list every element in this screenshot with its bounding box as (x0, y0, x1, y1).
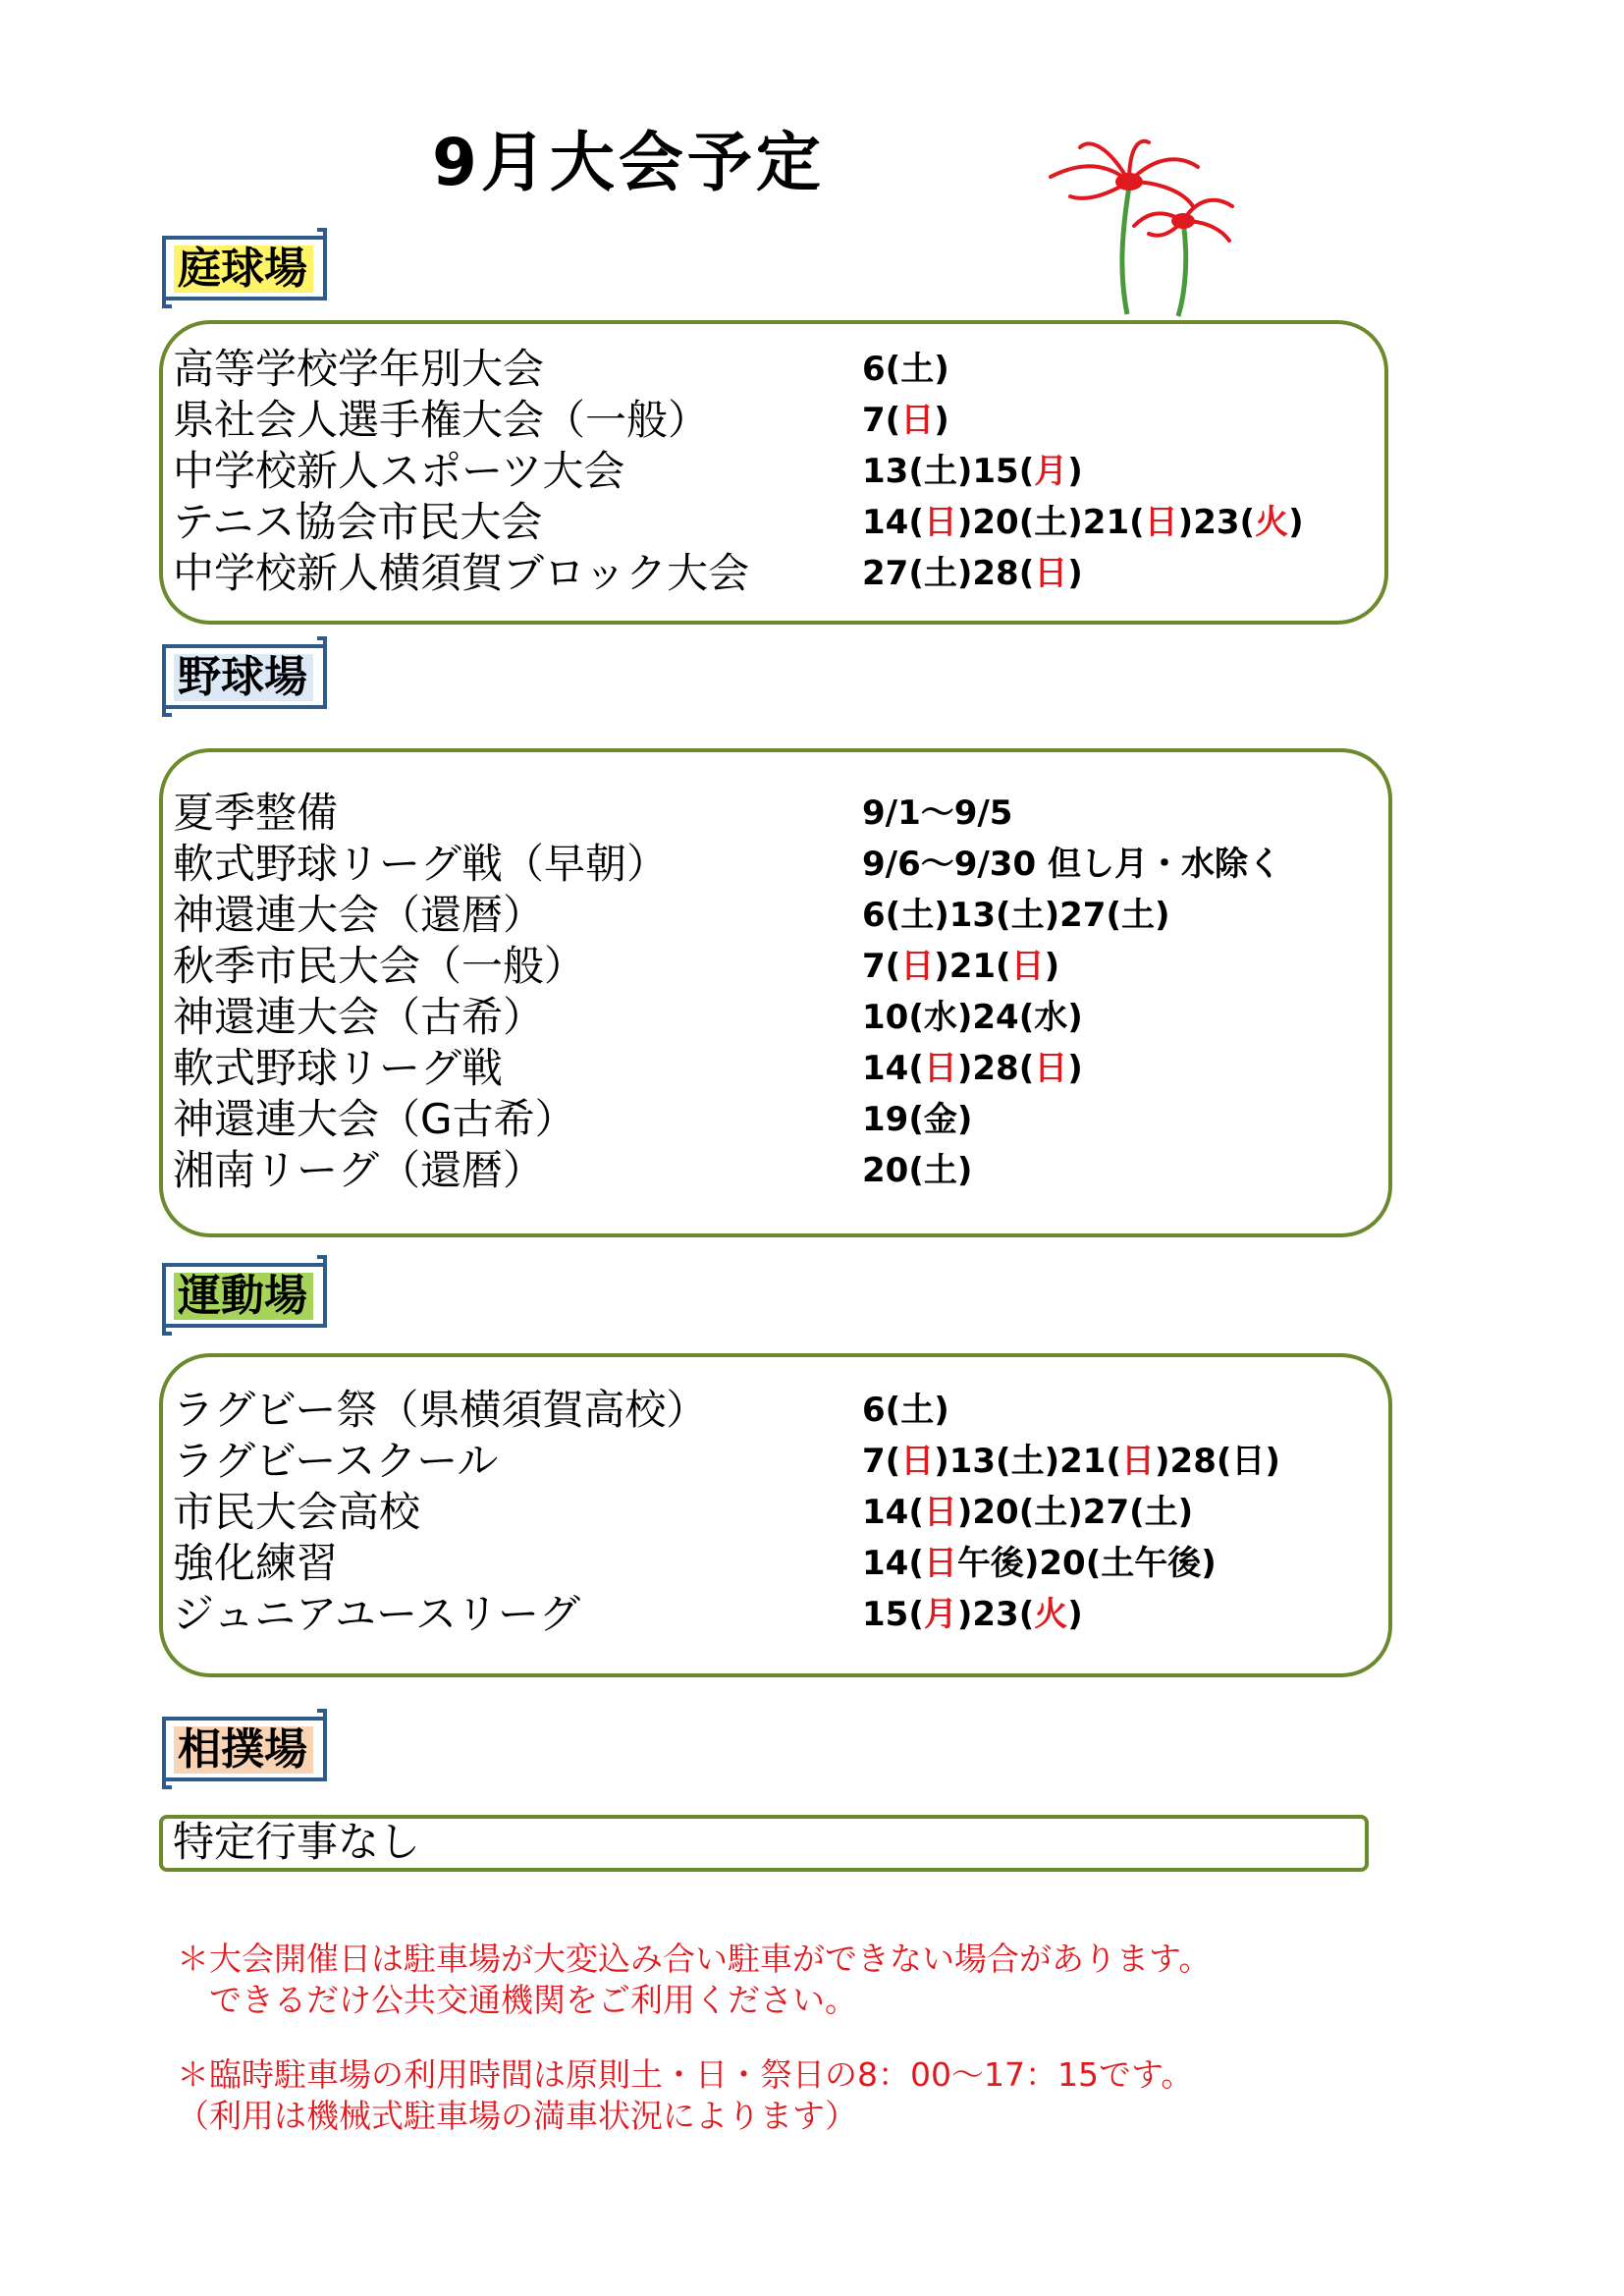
section-tag-sumo (160, 1709, 329, 1789)
section-label: 運動場 (174, 1273, 313, 1320)
date-segment: 日 (1034, 1049, 1068, 1088)
date-segment: 15( (862, 1595, 924, 1634)
date-segment: 日 (923, 1049, 957, 1088)
date-segment: ) (934, 401, 949, 440)
section-tag-athletic-field (160, 1255, 329, 1336)
event-dates (862, 395, 949, 446)
date-segment: ) (1067, 1049, 1083, 1088)
date-segment: 13(土)15( (862, 452, 1035, 491)
event-dates (862, 992, 1083, 1043)
date-segment: 6(土)13(土)27(土) (862, 896, 1170, 935)
event-dates (862, 1043, 1083, 1094)
event-name: 中学校新人スポーツ大会 (173, 447, 625, 495)
date-segment: 20(土) (862, 1151, 973, 1190)
event-dates (862, 788, 1012, 839)
date-segment: 14( (862, 1493, 924, 1532)
date-segment: 19(金) (862, 1100, 973, 1139)
date-segment: ) (1044, 947, 1060, 986)
event-dates (862, 1487, 1193, 1538)
event-name: 軟式野球リーグ戦 (173, 1044, 504, 1092)
date-segment: 日 (923, 1493, 957, 1532)
date-segment: 日 (900, 947, 935, 986)
event-name: 秋季市民大会（一般） (173, 942, 586, 990)
date-segment: )20(土)27(土) (956, 1493, 1194, 1532)
section-tag-tennis (160, 228, 329, 308)
event-name: 夏季整備 (173, 789, 339, 837)
parking-note-hours: ＊臨時駐車場の利用時間は原則土・日・祭日の8：00～17：15です。 （利用は機械式駐車場の満車状況によります） (177, 2055, 1194, 2135)
section-label: 庭球場 (174, 246, 313, 293)
date-segment: 火 (1255, 503, 1289, 542)
page-title: 9月大会予定 (432, 125, 825, 200)
date-segment: 14( (862, 503, 924, 542)
event-dates (862, 344, 949, 395)
date-segment: 7( (862, 1442, 901, 1481)
date-segment: ) (1067, 452, 1083, 491)
event-dates (862, 1145, 972, 1196)
date-segment: 7( (862, 401, 901, 440)
event-dates (862, 548, 1083, 599)
date-segment: )28(日) (1155, 1442, 1280, 1481)
date-segment: 火 (1034, 1595, 1068, 1634)
parking-note-congestion: ＊大会開催日は駐車場が大変込み合い駐車ができない場合があります。 できるだけ公共交通機関をご利用ください。 (177, 1940, 1212, 2019)
date-segment: 月 (1034, 452, 1068, 491)
event-dates (862, 446, 1083, 497)
event-name: 強化練習 (173, 1539, 339, 1587)
event-name: 軟式野球リーグ戦（早朝） (173, 840, 669, 888)
section-label: 相撲場 (174, 1726, 313, 1774)
event-name: 神還連大会（還暦） (173, 891, 545, 939)
date-segment: 日 (923, 503, 957, 542)
event-dates (862, 1094, 972, 1145)
date-segment: 日 (1121, 1442, 1155, 1481)
event-name: 特定行事なし (173, 1818, 421, 1866)
date-segment: 日 (1034, 554, 1068, 593)
event-name: テニス協会市民大会 (173, 498, 543, 546)
event-dates (862, 890, 1170, 941)
event-name: 中学校新人横須賀ブロック大会 (173, 549, 750, 597)
date-segment: 14( (862, 1049, 924, 1088)
event-name: ラグビースクール (173, 1437, 499, 1485)
event-dates (862, 1589, 1083, 1640)
date-segment: 土 (900, 350, 935, 389)
date-segment: 9/1～9/5 (862, 793, 1013, 833)
date-segment: 日 (1010, 947, 1045, 986)
event-dates (862, 1538, 1217, 1589)
event-dates (862, 497, 1304, 548)
date-segment: ) (1288, 503, 1304, 542)
date-segment: )23( (1177, 503, 1256, 542)
event-name: ジュニアユースリーグ (173, 1590, 580, 1638)
date-segment: 日 (900, 1442, 935, 1481)
date-segment: )21( (934, 947, 1011, 986)
date-segment: )23( (956, 1595, 1035, 1634)
date-segment: ) (1067, 1595, 1083, 1634)
date-segment: 午後)20(土午後) (956, 1544, 1217, 1583)
date-segment: )13(土)21( (934, 1442, 1121, 1481)
date-segment: 9/6～9/30 但し月・水除く (862, 845, 1281, 884)
section-label: 野球場 (174, 654, 313, 701)
event-dates (862, 941, 1059, 992)
event-name: 神還連大会（G古希） (173, 1095, 576, 1143)
event-dates (862, 1436, 1280, 1487)
event-name: 高等学校学年別大会 (173, 345, 545, 393)
event-name: ラグビー祭（県横須賀高校） (173, 1386, 708, 1434)
date-segment: 10(水)24(水) (862, 998, 1083, 1037)
date-segment: 月 (923, 1595, 957, 1634)
event-name: 市民大会高校 (173, 1488, 421, 1536)
date-segment: 7( (862, 947, 901, 986)
date-segment: ) (934, 350, 949, 389)
date-segment: )20(土)21( (956, 503, 1145, 542)
date-segment: )28( (956, 1049, 1035, 1088)
event-name: 県社会人選手権大会（一般） (173, 396, 710, 444)
date-segment: 6( (862, 350, 901, 389)
event-dates (862, 1385, 949, 1436)
section-tag-baseball (160, 636, 329, 717)
red-spider-lily-illustration (1011, 128, 1267, 324)
date-segment: 日 (1144, 503, 1178, 542)
date-segment: 14( (862, 1544, 924, 1583)
event-dates (862, 839, 1281, 890)
date-segment: 日 (923, 1544, 957, 1583)
date-segment: 6(土) (862, 1391, 949, 1430)
event-name: 湘南リーグ（還暦） (173, 1146, 545, 1194)
date-segment: ) (1067, 554, 1083, 593)
event-name: 神還連大会（古希） (173, 993, 545, 1041)
date-segment: 27(土)28( (862, 554, 1035, 593)
date-segment: 日 (900, 401, 935, 440)
